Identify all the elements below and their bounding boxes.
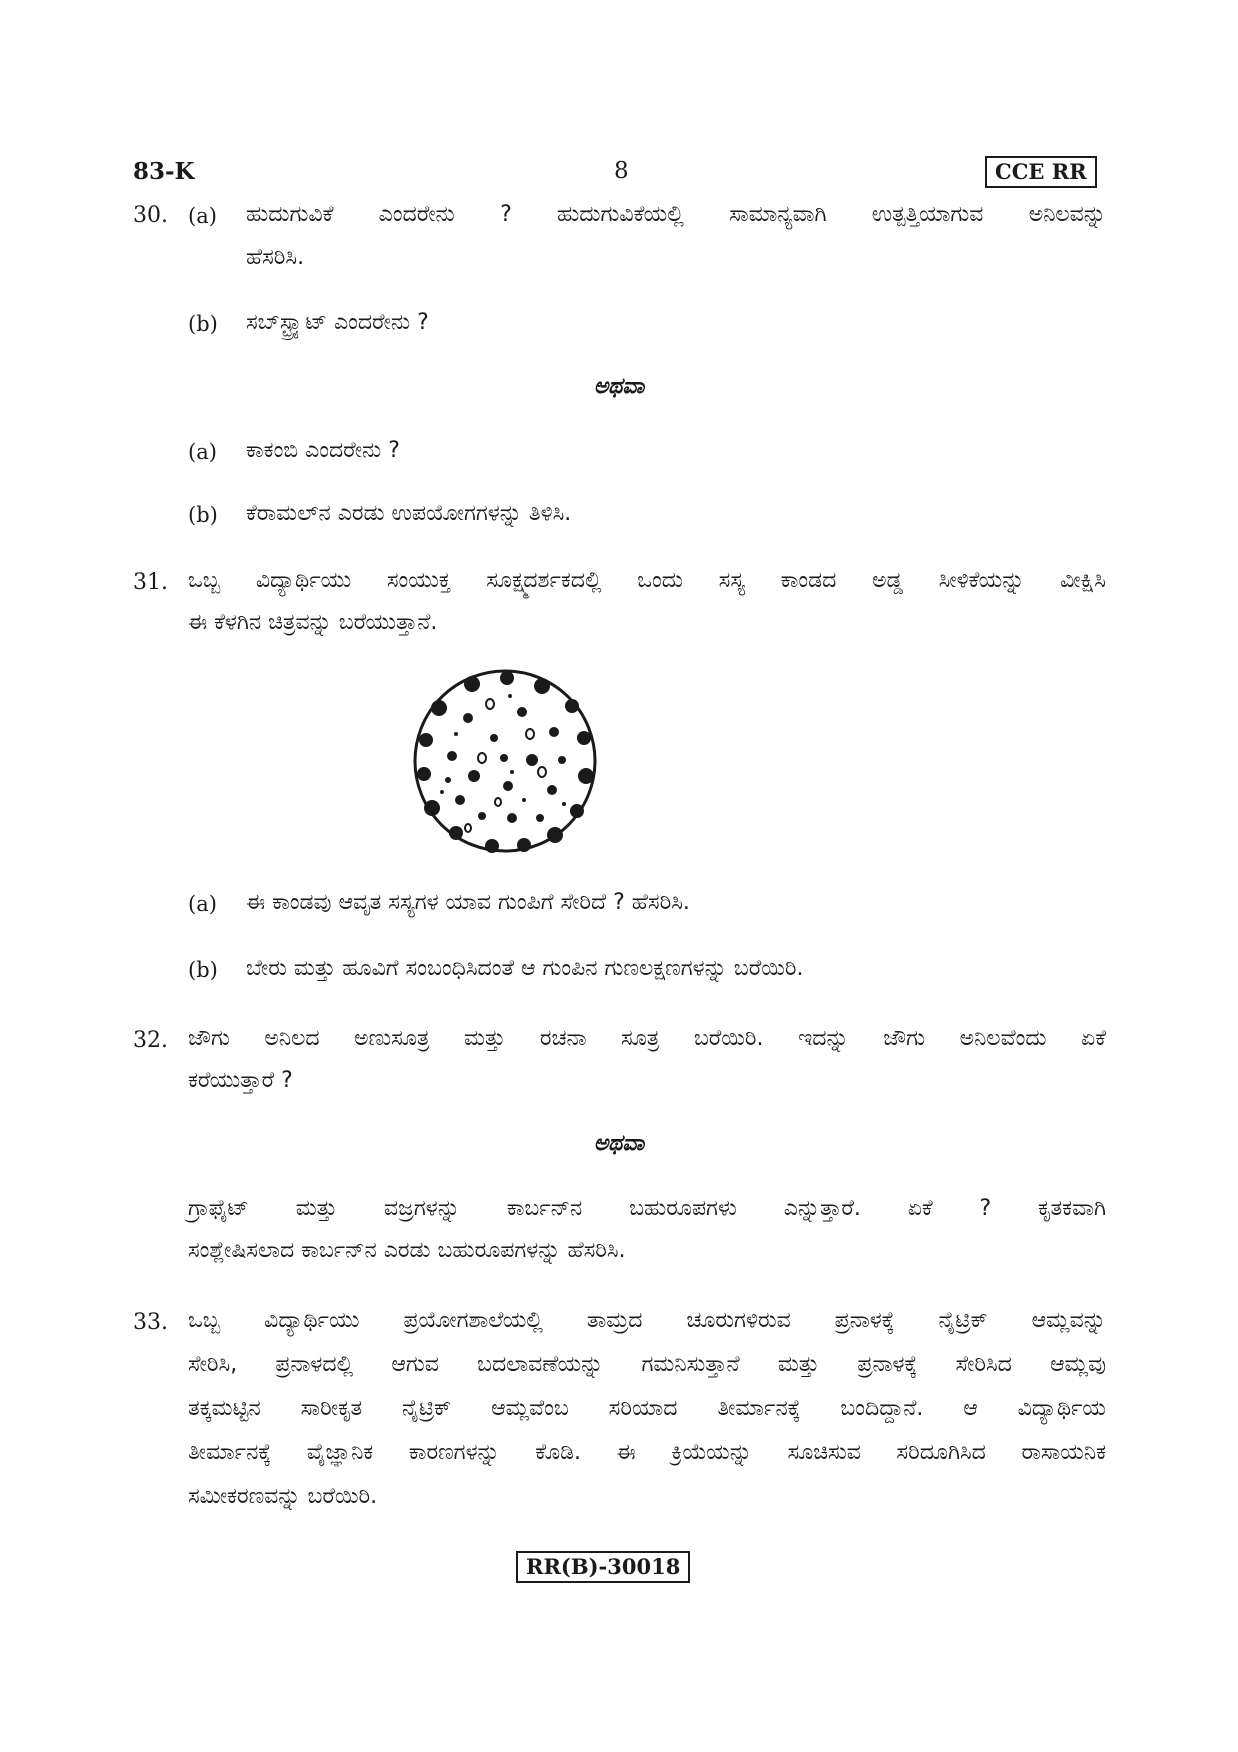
or-divider-30: ಅಥವಾ — [593, 374, 645, 399]
question-31-line2: ಈ ಕೆಳಗಿನ ಚಿತ್ರವನ್ನು ಬರೆಯುತ್ತಾನೆ. — [188, 610, 438, 635]
series-badge: CCE RR — [985, 156, 1097, 188]
question-33-line4: ತೀರ್ಮಾನಕ್ಕೆ ವೈಜ್ಞಾನಿಕ ಕಾರಣಗಳನ್ನು ಕೊಡಿ. ಈ ಕ್ರಿಯೆಯನ್ನು ಸೂಚಿಸುವ ಸರಿದೂಗಿಸಿದ ರಾಸಾಯನಿಕ — [188, 1440, 1106, 1465]
question-32-alt-line2: ಸಂಶ್ಲೇಷಿಸಲಾದ ಕಾರ್ಬನ್‌ನ ಎರಡು ಬಹುರೂಪಗಳನ್ನು ಹೆಸರಿಸಿ. — [188, 1238, 626, 1263]
question-31b-text: ಬೇರು ಮತ್ತು ಹೂವಿಗೆ ಸಂಬಂಧಿಸಿದಂತೆ ಆ ಗುಂಪಿನ ಗುಣಲಕ್ಷಣಗಳನ್ನು ಬರೆಯಿರಿ. — [246, 956, 804, 981]
question-32-line2: ಕರೆಯುತ್ತಾರೆ ? — [188, 1068, 293, 1093]
page-number: 8 — [614, 158, 629, 184]
question-31-number: 31. — [133, 570, 168, 595]
question-30a-label: (a) — [188, 204, 217, 228]
question-31b-label: (b) — [188, 958, 218, 982]
question-30-alt-b-label: (b) — [188, 503, 218, 527]
question-30-alt-a-label: (a) — [188, 440, 217, 464]
question-30-number: 30. — [133, 203, 168, 228]
or-divider-32: ಅಥವಾ — [593, 1131, 645, 1156]
question-33-number: 33. — [133, 1310, 168, 1335]
question-30-alt-a-text: ಕಾಕಂಬಿ ಎಂದರೇನು ? — [246, 438, 400, 463]
question-31a-text: ಈ ಕಾಂಡವು ಆವೃತ ಸಸ್ಯಗಳ ಯಾವ ಗುಂಪಿಗೆ ಸೇರಿದೆ ? ಹೆಸರಿಸಿ. — [246, 890, 690, 915]
question-32-line1: ಜೌಗು ಅನಿಲದ ಅಣುಸೂತ್ರ ಮತ್ತು ರಚನಾ ಸೂತ್ರ ಬರೆಯಿರಿ. ಇದನ್ನು ಜೌಗು ಅನಿಲವೆಂದು ಏಕೆ — [188, 1026, 1106, 1051]
question-33-line3: ತಕ್ಕಮಟ್ಟಿನ ಸಾರೀಕೃತ ನೈಟ್ರಿಕ್ ಆಮ್ಲವೆಂಬ ಸರಿಯಾದ ತೀರ್ಮಾನಕ್ಕೆ ಬಂದಿದ್ದಾನೆ. ಆ ವಿದ್ಯಾರ್ಥಿಯ — [188, 1396, 1106, 1421]
question-33-line2: ಸೇರಿಸಿ, ಪ್ರನಾಳದಲ್ಲಿ ಆಗುವ ಬದಲಾವಣೆಯನ್ನು ಗಮನಿಸುತ್ತಾನೆ ಮತ್ತು ಪ್ರನಾಳಕ್ಕೆ ಸೇರಿಸಿದ ಆಮ್ಲವು — [188, 1352, 1106, 1377]
question-31a-label: (a) — [188, 892, 217, 916]
question-30b-label: (b) — [188, 312, 218, 336]
question-32-alt-line1: ಗ್ರಾಫೈಟ್ ಮತ್ತು ವಜ್ರಗಳನ್ನು ಕಾರ್ಬನ್‌ನ ಬಹುರೂಪಗಳು ಎನ್ನುತ್ತಾರೆ. ಏಕೆ ? ಕೃತಕವಾಗಿ — [188, 1196, 1106, 1221]
question-31-line1: ಒಬ್ಬ ವಿದ್ಯಾರ್ಥಿಯು ಸಂಯುಕ್ತ ಸೂಕ್ಷ್ಮದರ್ಶಕದಲ್ಲಿ ಒಂದು ಸಸ್ಯ ಕಾಂಡದ ಅಡ್ಡ ಸೀಳಿಕೆಯನ್ನು ವೀಕ್ಷಿಸಿ — [188, 568, 1106, 593]
question-32-number: 32. — [133, 1028, 168, 1053]
question-30-alt-b-text: ಕೆರಾಮಲ್‌ನ ಎರಡು ಉಪಯೋಗಗಳನ್ನು ತಿಳಿಸಿ. — [246, 501, 572, 526]
paper-code: 83-K — [133, 158, 195, 185]
question-33-line5: ಸಮೀಕರಣವನ್ನು ಬರೆಯಿರಿ. — [188, 1484, 378, 1509]
question-30a-line1: ಹುದುಗುವಿಕೆ ಎಂದರೇನು ? ಹುದುಗುವಿಕೆಯಲ್ಲಿ ಸಾಮಾನ್ಯವಾಗಿ ಉತ್ಪತ್ತಿಯಾಗುವ ಅನಿಲವನ್ನು — [246, 202, 1106, 227]
question-33-line1: ಒಬ್ಬ ವಿದ್ಯಾರ್ಥಿಯು ಪ್ರಯೋಗಶಾಲೆಯಲ್ಲಿ ತಾಮ್ರದ ಚೂರುಗಳಿರುವ ಪ್ರನಾಳಕ್ಕೆ ನೈಟ್ರಿಕ್ ಆಮ್ಲವನ್ನು — [188, 1308, 1106, 1333]
stem-cross-section-figure — [412, 668, 598, 854]
footer-code-badge: RR(B)-30018 — [516, 1551, 690, 1583]
question-30a-line2: ಹೆಸರಿಸಿ. — [246, 245, 305, 270]
question-30b-text: ಸಬ್‌ಸ್ಟ್ರ್ಯಾಟ್ ಎಂದರೇನು ? — [246, 310, 429, 335]
